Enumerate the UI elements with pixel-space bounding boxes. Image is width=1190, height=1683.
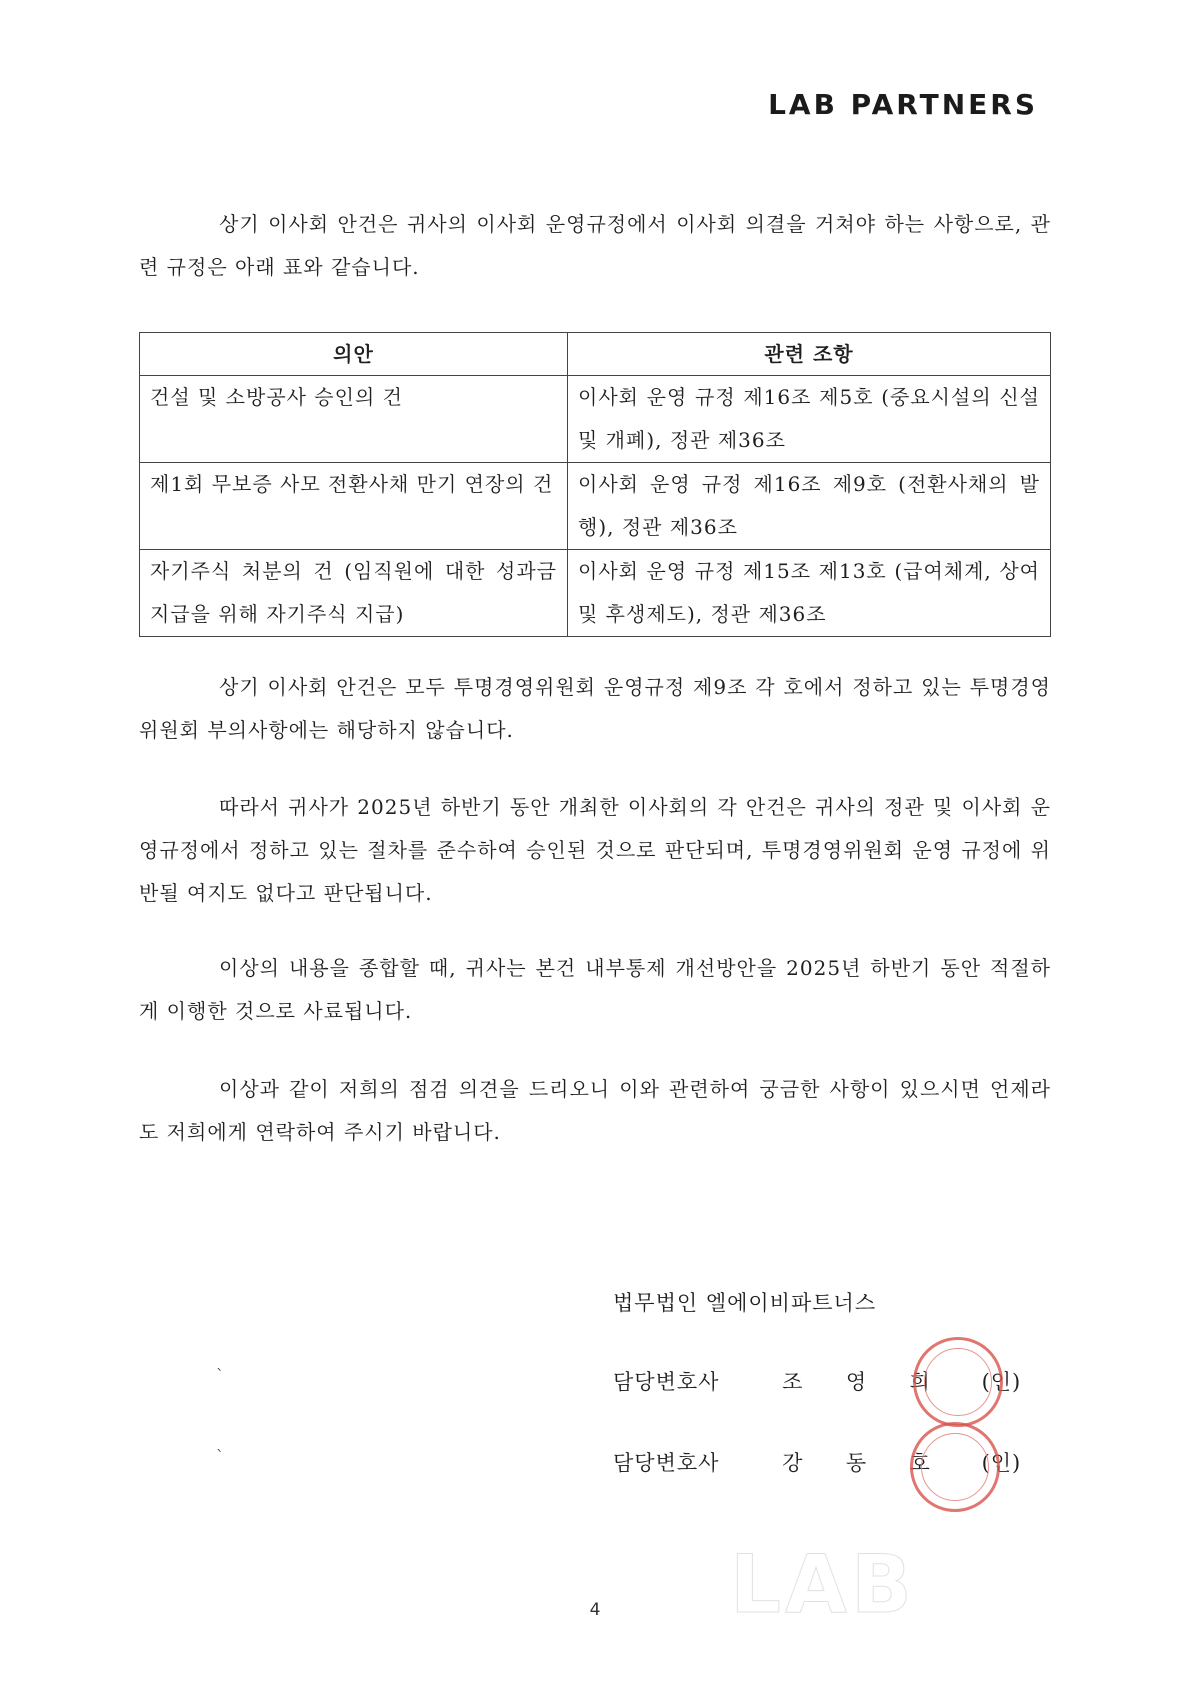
table-cell-article: 이사회 운영 규정 제16조 제5호 (중요시설의 신설 및 개폐), 정관 제36조 [568,376,1051,463]
page-number: 4 [589,1600,601,1620]
paragraph-conclusion: 따라서 귀사가 2025년 하반기 동안 개최한 이사회의 각 안건은 귀사의 정관 및 이사회 운영규정에서 정하고 있는 절차를 준수하여 승인된 것으로 판단되며, 투명경영위원회 운영 규정에 위반될 여지도 없다고 판단됩니다. [139,795,1051,905]
table-header-agenda: 의안 [140,333,568,376]
table-header-article: 관련 조항 [568,333,1051,376]
lawyer-role: 담당변호사 [613,1370,720,1394]
table-row [140,376,1051,463]
seal-mark-text: (인) [981,1451,1022,1475]
lawyer-seal-stamp-2 [910,1422,1000,1512]
tick-mark: ` [216,1366,224,1385]
table-row [140,550,1051,637]
table-cell-article: 이사회 운영 규정 제15조 제13호 (급여체계, 상여 및 후생제도), 정관 제36조 [568,550,1051,637]
lawyer-name-char: 강 [782,1451,804,1475]
lawyer-role: 담당변호사 [613,1451,720,1475]
paragraph-contact: 이상과 같이 저희의 점검 의견을 드리오니 이와 관련하여 궁금한 사항이 있으시면 언제라도 저희에게 연락하여 주시기 바랍니다. [139,1077,1051,1144]
table-cell-agenda: 자기주식 처분의 건 (임직원에 대한 성과금 지급을 위해 자기주식 지급) [140,550,568,637]
lawyer-seal-stamp-1 [913,1337,1003,1427]
paragraph-intro: 상기 이사회 안건은 귀사의 이사회 운영규정에서 이사회 의결을 거쳐야 하는 사항으로, 관련 규정은 아래 표와 같습니다. [139,212,1051,279]
firm-logo: LAB PARTNERS [768,88,1038,121]
table-cell-agenda: 제1회 무보증 사모 전환사채 만기 연장의 건 [140,463,568,550]
lawyer-name-char: 조 [782,1370,804,1394]
seal-mark-text: (인) [981,1370,1022,1394]
tick-mark: ` [216,1447,224,1466]
table-row [140,463,1051,550]
paragraph-committee: 상기 이사회 안건은 모두 투명경영위원회 운영규정 제9조 각 호에서 정하고 있는 투명경영위원회 부의사항에는 해당하지 않습니다. [139,675,1051,742]
law-firm-name: 법무법인 엘에이비파트너스 [613,1291,877,1315]
table-cell-article: 이사회 운영 규정 제16조 제9호 (전환사채의 발행), 정관 제36조 [568,463,1051,550]
lawyer-name-char: 희 [909,1370,931,1394]
paragraph-summary: 이상의 내용을 종합할 때, 귀사는 본건 내부통제 개선방안을 2025년 하반기 동안 적절하게 이행한 것으로 사료됩니다. [139,956,1051,1023]
lawyer-name-char: 동 [845,1451,868,1475]
lawyer-name-char: 영 [845,1370,868,1394]
table-cell-agenda: 건설 및 소방공사 승인의 건 [140,376,568,463]
table-header-row [140,333,1051,376]
lawyer-name-char: 호 [909,1451,931,1475]
lab-watermark: LAB [730,1538,916,1631]
regulation-table [139,332,1051,637]
